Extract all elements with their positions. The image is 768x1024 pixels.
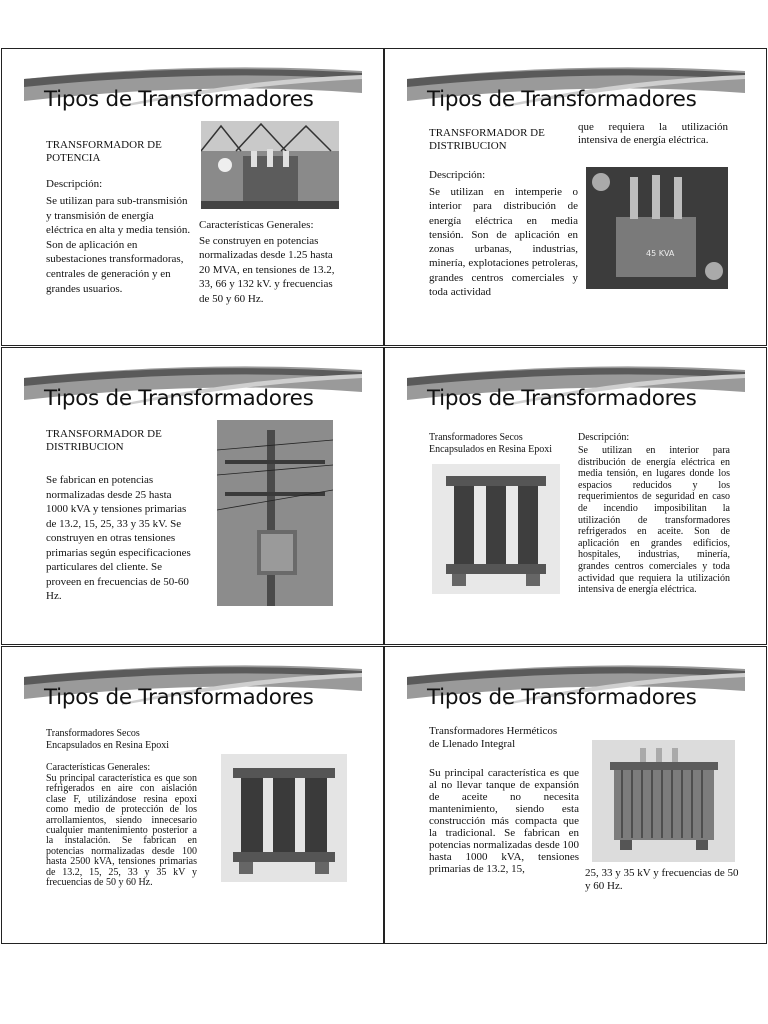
dry-transformer-photo [221,754,347,882]
slide-title: Tipos de Transformadores [44,87,314,112]
slide-4 [384,347,767,645]
slide-heading: Transformadores Secos Encapsulados en Resina Epoxi [46,728,170,751]
body-text: Se fabrican en potencias normalizadas desde 25 hasta 1000 kVA y tensiones primarias de 13.2, 15, 25, 33 y 35 kV. Se construyen en otras tensiones primarias según especificaciones particulares del cliente. Se proveen en frecuencias de 50-60 Hz. [46,474,191,602]
description-text: Se utilizan en interior para distribución de energía eléctrica en media tensión, en lugares donde los espacios reducidos y los requerimientos de seguridad en caso de incendio imposibilitan la utilización de transformadores refrigerados en aceite. Son de aplicación en grandes edificios, hospitales, industrias, minería, grandes centros comerciales y toda actividad que requiera la utilización intensiva de energía eléctrica. [578,445,730,596]
characteristics-label: Características Generales: [46,762,151,773]
slide-3 [1,347,384,645]
characteristics-text: Su principal característica es que son refrigerados en aire con aislación clase F, utilizándose resina epoxi como medio de protección de los arrollamientos, siendo innecesario cualquier mantenimiento posterior a la instalación. Se fabrican en potencias normalizadas desde 100 hasta 2500 kVA, tensiones primarias de 13.2, 15, 25, 33 y 35 kV y frecuencias de 50 y 60 Hz. [46,773,197,889]
slide-5 [1,646,384,944]
slide-heading: Transformadores Herméticos de Llenado Integral [429,725,558,750]
characteristics-label: Características Generales: [199,219,314,231]
description-label: Descripción: [578,432,630,443]
description-label: Descripción: [429,169,486,181]
slide-heading: Transformadores Secos Encapsulados en Resina Epoxi [429,432,553,455]
description-text: Se utilizan para sub-transmisión y transmisión de energía eléctrica en alta y media tensión. Son de aplicación en subestaciones transformadoras, centrales de generación y en grandes usuarios. [46,195,191,295]
slide-2 [384,48,767,346]
slide-title: Tipos de Transformadores [44,386,314,411]
body-continued: 25, 33 y 35 kV y frecuencias de 50 y 60 Hz. [585,867,739,892]
power-transformer-photo [201,121,339,209]
slide-1 [1,48,384,346]
description-text: Se utilizan en intemperie o interior para distribución de energía eléctrica en media tensión. Son de aplicación en zonas urbanas, industrias, minería, explotaciones petroleras, grandes centros comerciales y toda actividad [429,186,578,299]
slide-heading: TRANSFORMADOR DE DISTRIBUCION [429,127,545,152]
slide-title: Tipos de Transformadores [427,685,697,710]
slide-6 [384,646,767,944]
description-label: Descripción: [46,178,103,190]
slide-heading: TRANSFORMADOR DE POTENCIA [46,139,162,164]
capacity-label: 45 KVA [646,249,675,258]
characteristics-text: Se construyen en potencias normalizadas desde 1.25 hasta 20 MVA, en tensiones de 13.2, 33, 66 y 132 kV. y frecuencias de 50 y 60 Hz. [199,235,335,305]
pole-transformer-photo [217,420,333,606]
slide-title: Tipos de Transformadores [427,386,697,411]
slide-title: Tipos de Transformadores [44,685,314,710]
description-continued: que requiera la utilización intensiva de energía eléctrica. [578,121,728,146]
dry-transformer-photo [432,464,560,594]
body-text: Su principal característica es que al no llevar tanque de expansión de aceite no necesita mantenimiento, siendo esta construcción más compacta que la tradicional. Se fabrican en potencias normalizadas desde 100 hasta 1000 kVA, tensiones primarias de 13.2, 15, [429,767,579,875]
hermetic-transformer-photo [592,740,735,862]
slide-heading: TRANSFORMADOR DE DISTRIBUCION [46,428,162,453]
distribution-transformer-photo [586,167,728,289]
slide-title: Tipos de Transformadores [427,87,697,112]
